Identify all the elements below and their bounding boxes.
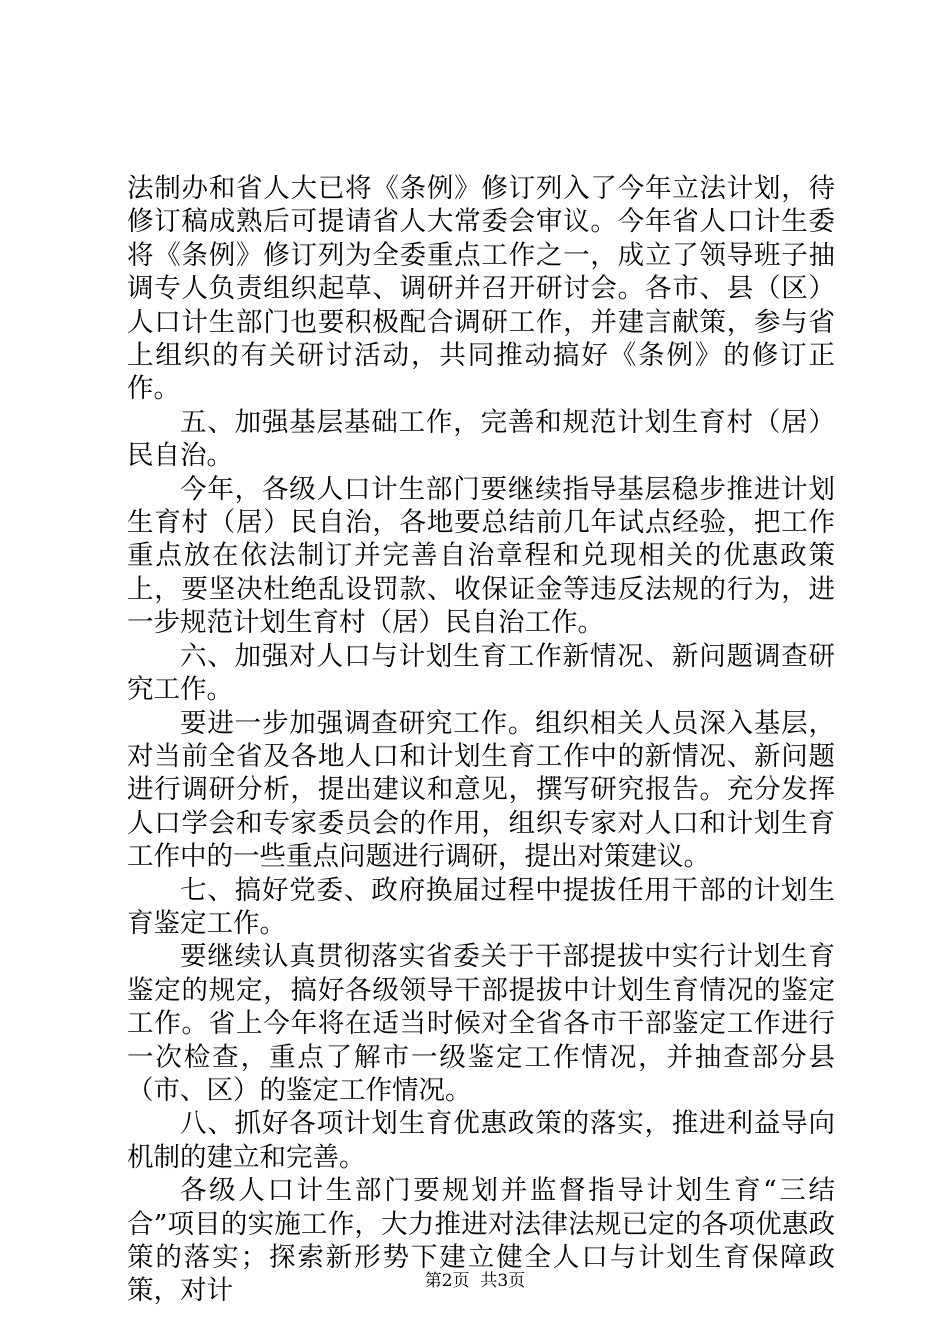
paragraph-section-5: 今年，各级人口计生部门要继续指导基层稳步推进计划生育村（居）民自治，各地要总结前几年试点经验，把工作重点放在依法制订并完善自治章程和兑现相关的优惠政策上，要坚决杜绝乱设罚款、收保证金等违反法规的行为，进一步规范计划生育村（居）民自治工作。: [127, 473, 835, 639]
page-footer: [0, 1270, 950, 1292]
section-heading-7: 七、搞好党委、政府换届过程中提拔任用干部的计划生育鉴定工作。: [127, 874, 835, 939]
section-heading-8: 八、抓好各项计划生育优惠政策的落实，推进利益导向机制的建立和完善。: [127, 1108, 835, 1173]
section-heading-5: 五、加强基层基础工作，完善和规范计划生育村（居）民自治。: [127, 406, 835, 472]
document-body: [127, 172, 835, 1308]
paragraph-section-6: 要进一步加强调查研究工作。组织相关人员深入基层，对当前全省及各地人口和计划生育工作中的新情况、新问题进行调研分析，提出建议和意见，撰写研究报告。充分发挥人口学会和专家委员会的作用，组织专家对人口和计划生育工作中的一些重点问题进行调研，提出对策建议。: [127, 707, 835, 873]
paragraph-section-7: 要继续认真贯彻落实省委关于干部提拔中实行计划生育鉴定的规定，搞好各级领导干部提拔中计划生育情况的鉴定工作。省上今年将在适当时候对全省各市干部鉴定工作进行一次检查，重点了解市一级鉴定工作情况，并抽查部分县（市、区）的鉴定工作情况。: [127, 941, 835, 1106]
paragraph-section-8: 各级人口计生部门要规划并监督指导计划生育“三结合”项目的实施工作，大力推进对法律法规已定的各项优惠政策的落实；探索新形势下建立健全人口与计划生育保障政策，对计: [127, 1175, 835, 1307]
section-heading-6: 六、加强对人口与计划生育工作新情况、新问题调查研究工作。: [127, 640, 835, 706]
page-number: 第2页 共3页: [424, 1271, 526, 1291]
paragraph-continuation: 法制办和省人大已将《条例》修订列入了今年立法计划，待修订稿成熟后可提请省人大常委会审议。今年省人口计生委将《条例》修订列为全委重点工作之一，成立了领导班子抽调专人负责组织起草、调研并召开研讨会。各市、县（区）人口计生部门也要积极配合调研工作，并建言献策，参与省上组织的有关研讨活动，共同推动搞好《条例》的修订正作。: [127, 173, 835, 405]
